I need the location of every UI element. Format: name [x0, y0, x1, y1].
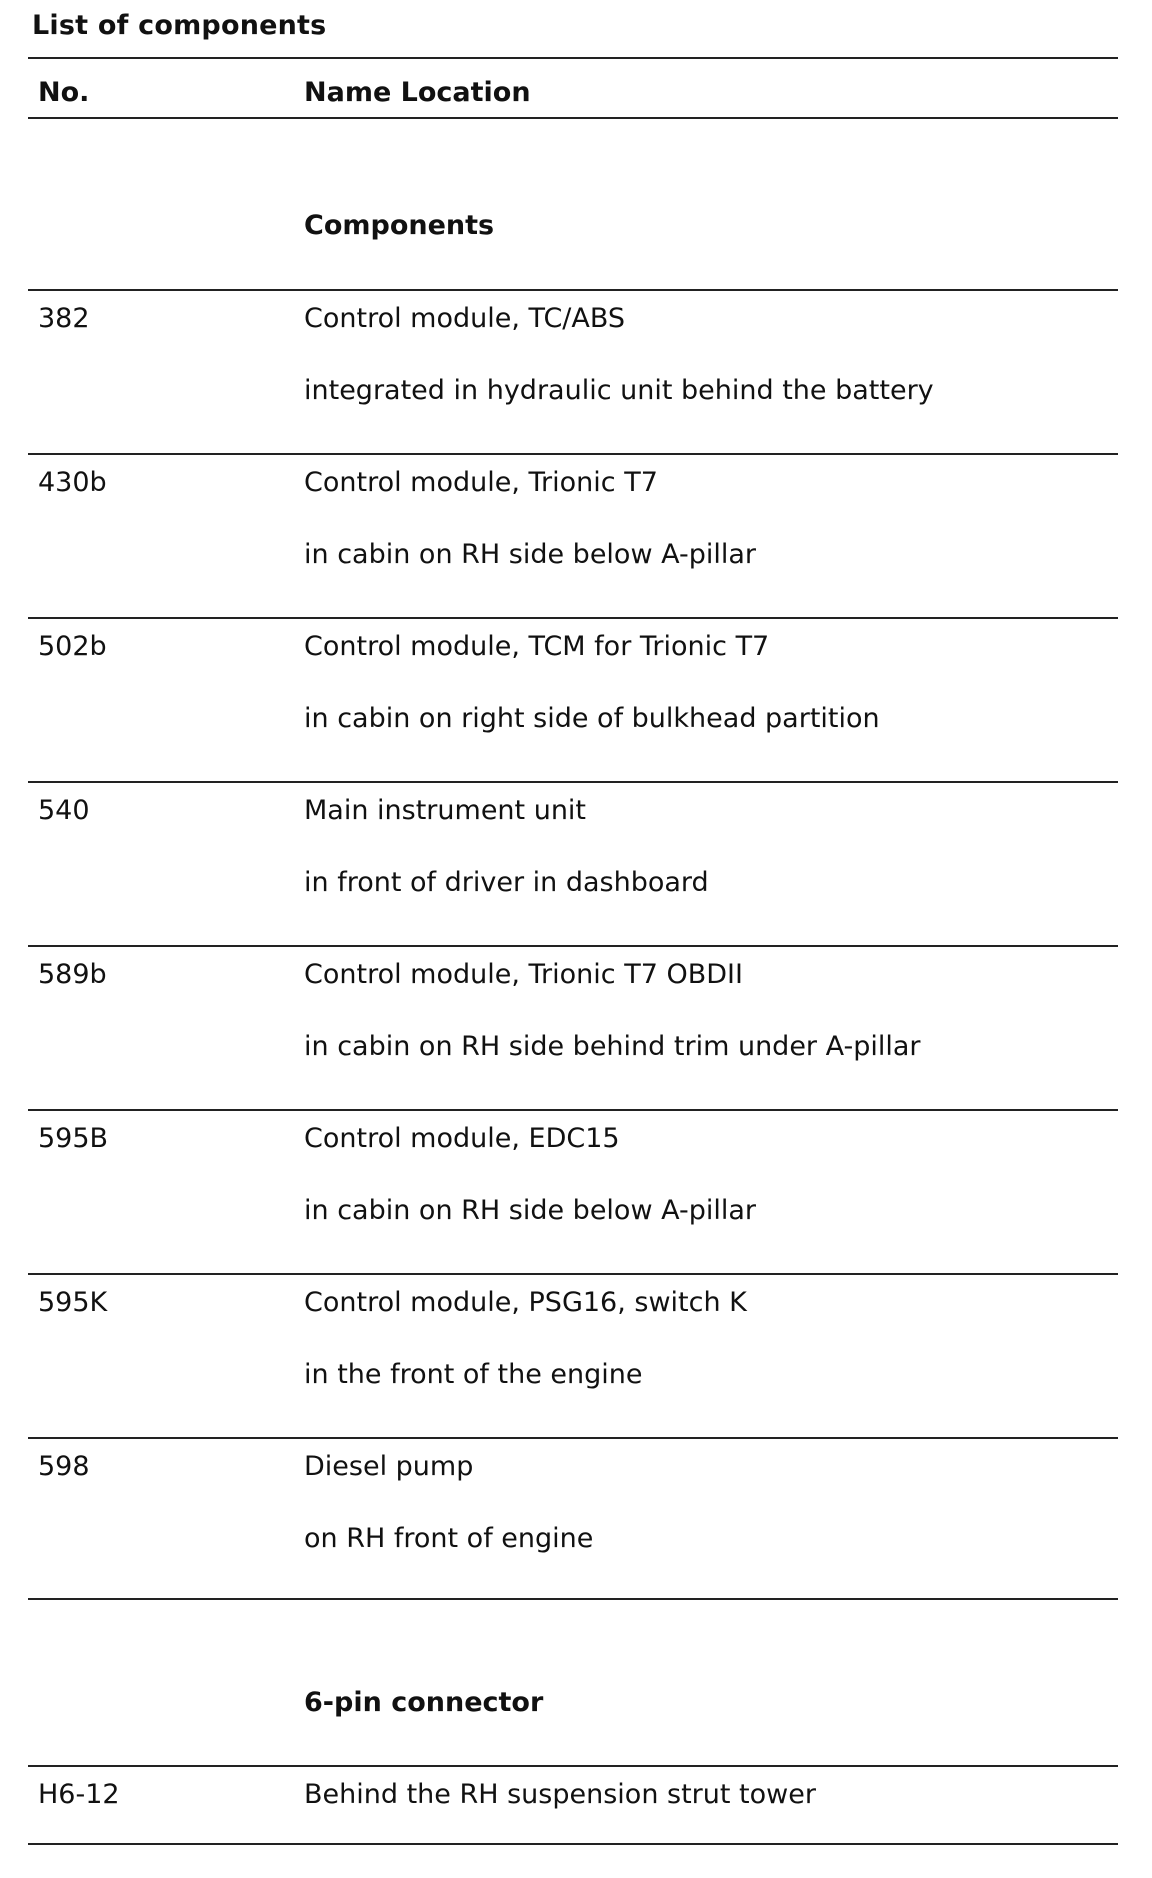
connector-location: Behind the RH suspension strut tower	[304, 1779, 816, 1810]
component-number: 595K	[38, 1287, 108, 1318]
component-location: on RH front of engine	[304, 1523, 594, 1554]
component-name: Control module, PSG16, switch K	[304, 1287, 747, 1318]
component-number: 598	[38, 1451, 90, 1482]
connector-number: H6-12	[38, 1779, 120, 1810]
section-rule	[28, 289, 1118, 291]
document-title: List of components	[32, 10, 327, 41]
row-rule	[28, 1843, 1118, 1845]
component-location: in cabin on RH side behind trim under A-pillar	[304, 1031, 921, 1062]
component-number: 382	[38, 303, 90, 334]
component-number: 595B	[38, 1123, 109, 1154]
component-name: Main instrument unit	[304, 795, 587, 826]
row-rule	[28, 617, 1118, 619]
header-name-location: Name Location	[304, 77, 531, 108]
header-bottom-rule	[28, 117, 1118, 119]
row-rule	[28, 1109, 1118, 1111]
component-number: 502b	[38, 631, 107, 662]
component-name: Control module, TCM for Trionic T7	[304, 631, 770, 662]
component-location: in front of driver in dashboard	[304, 867, 709, 898]
row-rule	[28, 1437, 1118, 1439]
component-location: in the front of the engine	[304, 1359, 643, 1390]
component-name: Control module, EDC15	[304, 1123, 620, 1154]
row-rule	[28, 1598, 1118, 1600]
component-location: in cabin on RH side below A-pillar	[304, 539, 757, 570]
component-location: in cabin on RH side below A-pillar	[304, 1195, 757, 1226]
component-location: integrated in hydraulic unit behind the battery	[304, 375, 934, 406]
section-rule	[28, 1765, 1118, 1767]
row-rule	[28, 453, 1118, 455]
section-heading-components: Components	[304, 210, 495, 241]
section-heading-6-pin-connector: 6-pin connector	[304, 1687, 544, 1718]
row-rule	[28, 1273, 1118, 1275]
component-name: Control module, TC/ABS	[304, 303, 626, 334]
component-name: Control module, Trionic T7 OBDII	[304, 959, 743, 990]
component-name: Diesel pump	[304, 1451, 474, 1482]
row-rule	[28, 781, 1118, 783]
component-number: 589b	[38, 959, 107, 990]
component-location: in cabin on right side of bulkhead partition	[304, 703, 880, 734]
header-no: No.	[38, 77, 90, 108]
component-number: 430b	[38, 467, 107, 498]
header-top-rule	[28, 57, 1118, 59]
component-number: 540	[38, 795, 90, 826]
component-name: Control module, Trionic T7	[304, 467, 658, 498]
row-rule	[28, 945, 1118, 947]
